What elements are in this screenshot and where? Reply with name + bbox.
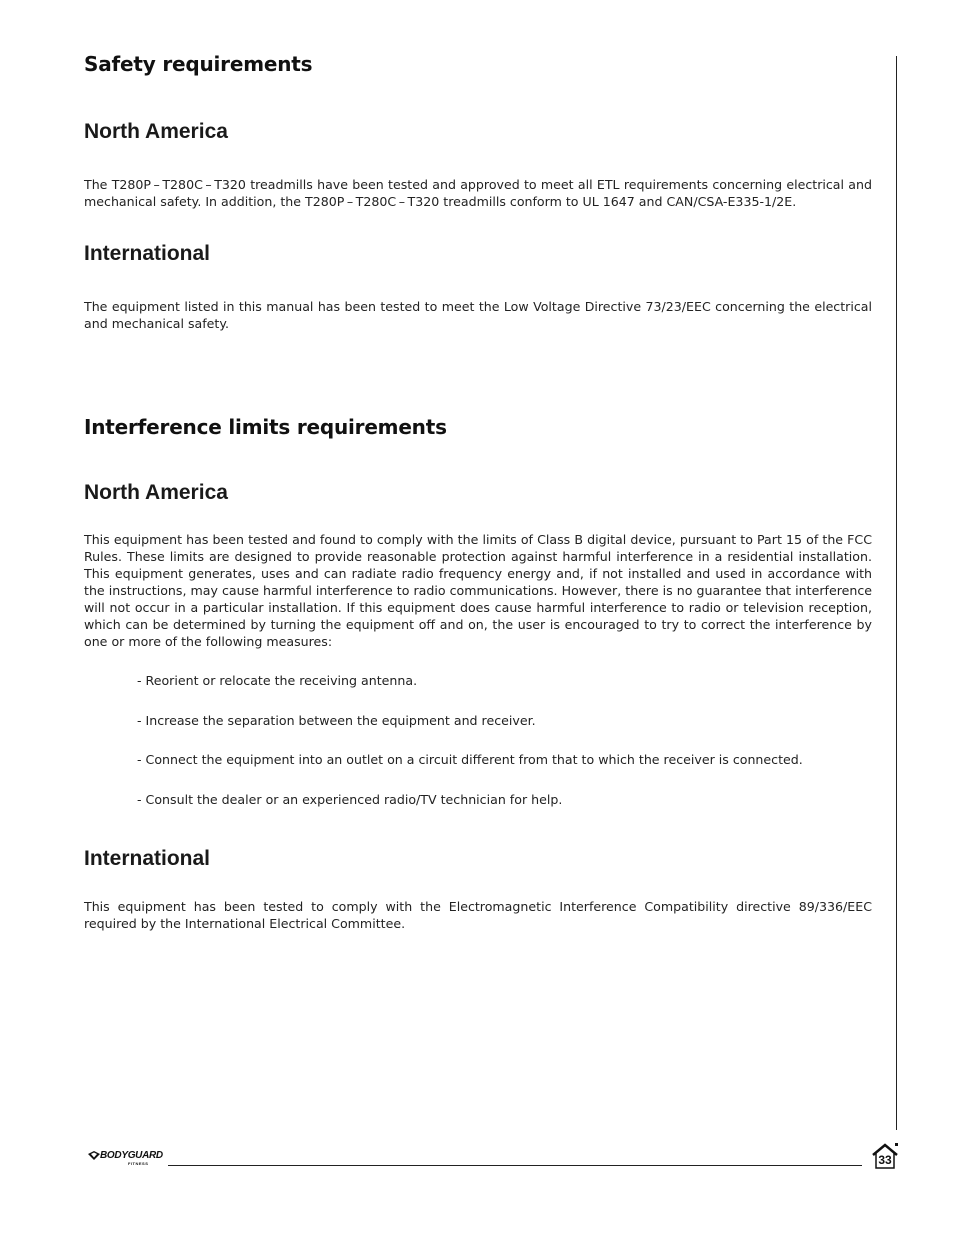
logo-shield-icon [88, 1151, 100, 1161]
right-margin-rule [896, 56, 897, 1130]
interference-north-america-heading: North America [84, 481, 228, 504]
measure-item: - Increase the separation between the equipment and receiver. [137, 713, 536, 728]
interference-section-title: Interference limits requirements [84, 415, 447, 439]
safety-north-america-text: The T280P – T280C – T320 treadmills have been tested and approved to meet all ETL requirements concerning electrical and mechanical safety. In addition, the T280P – T280C – T320 treadmills conform to UL 1647 and CAN/CSA-E335-1/2E. [84, 177, 872, 209]
footer-rule [168, 1165, 862, 1166]
interference-international-text: This equipment has been tested to comply with the Electromagnetic Interference Compatibility directive 89/336/EEC required by the International Electrical Committee. [84, 899, 872, 931]
logo-text: BODYGUARD [100, 1150, 163, 1161]
safety-international-text: The equipment listed in this manual has been tested to meet the Low Voltage Directive 73/23/EEC concerning the electrical and mechanical safety. [84, 299, 872, 331]
measure-item: - Connect the equipment into an outlet on a circuit different from that to which the receiver is connected. [137, 752, 803, 767]
logo-subtext: FITNESS [128, 1161, 149, 1166]
bodyguard-logo [88, 1150, 164, 1168]
interference-north-america-text: This equipment has been tested and found to comply with the limits of Class B digital device, pursuant to Part 15 of the FCC Rules. These limits are designed to provide reasonable protection against harmful interference in a residential installation. This equipment generates, uses and can radiate radio frequency energy and, if not installed and used in accordance with the instructions, may cause harmful interference to radio communications. However, there is no guarantee that interference will not occur in a particular installation. If this equipment does cause harmful interference to radio or television reception, which can be determined by turning the equipment off and on, the user is encouraged to try to correct the interference by one or more of the following measures: [84, 532, 872, 649]
safety-north-america-heading: North America [84, 120, 228, 143]
page-number: 33 [878, 1153, 892, 1167]
measure-item: - Reorient or relocate the receiving antenna. [137, 673, 418, 688]
safety-section-title: Safety requirements [84, 52, 313, 76]
interference-international-heading: International [84, 847, 211, 870]
safety-international-heading: International [84, 242, 211, 265]
measure-item: - Consult the dealer or an experienced radio/TV technician for help. [137, 792, 563, 807]
